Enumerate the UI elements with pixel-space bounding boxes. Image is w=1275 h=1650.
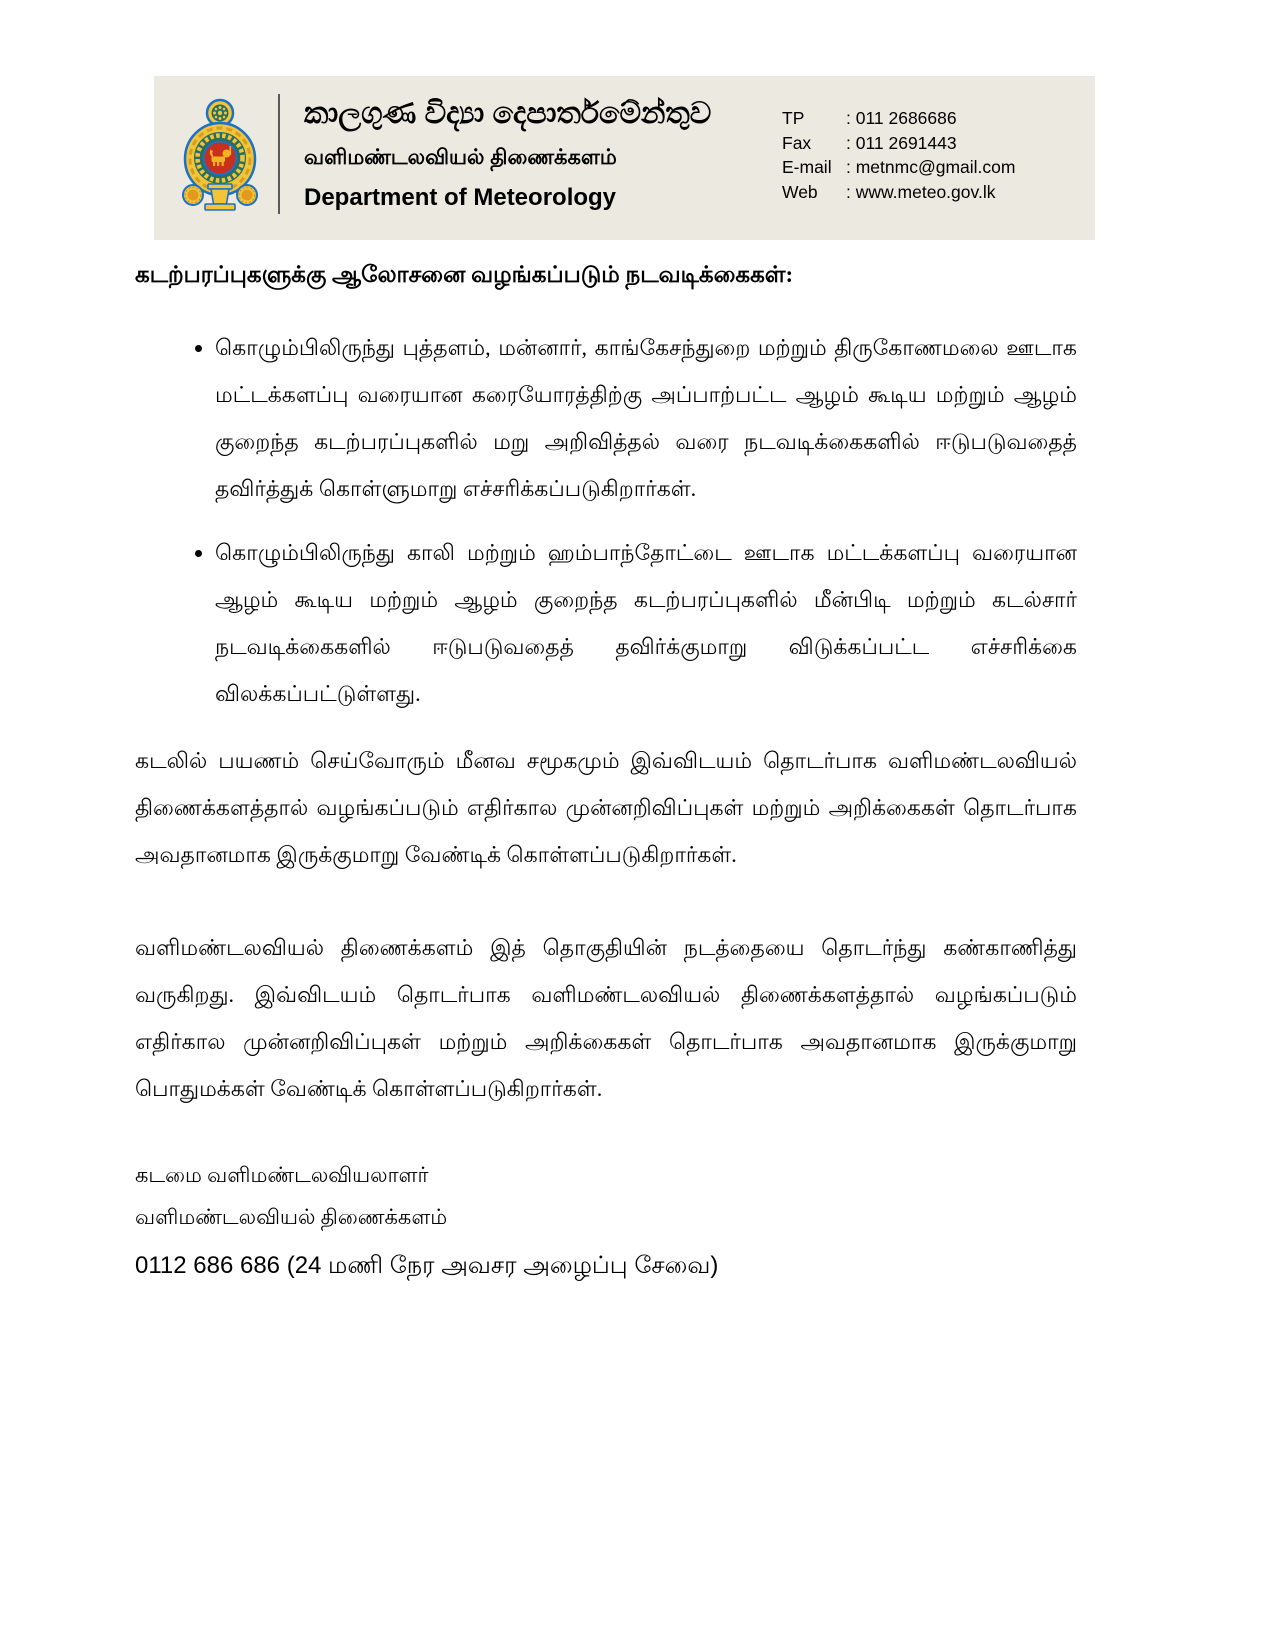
advisory-body <box>135 258 1077 1286</box>
org-title-tamil: வளிமண்டலவியல் திணைக்களம் <box>304 146 617 169</box>
sri-lanka-emblem-logo <box>178 98 262 216</box>
org-title-sinhala: කාලගුණ විද්‍යා දෙපාර්තමේන්තුව <box>304 97 712 130</box>
contact-row-web <box>782 180 1082 205</box>
signature-department: வளிமண்டலவியல் திணைக்களம் <box>135 1205 448 1229</box>
contact-label: Web <box>782 181 818 202</box>
contact-label: TP <box>782 108 805 128</box>
contact-block <box>782 106 1082 204</box>
contact-value-fax: : 011 2691443 <box>846 132 957 153</box>
vase-glyph <box>205 184 235 210</box>
contact-row-tp <box>782 106 1082 131</box>
signature-role: கடமை வளிமண்டலவியலாளர் <box>135 1163 429 1187</box>
list-item-deep-shallow-warning: • கொழும்பிலிருந்து புத்தளம், மன்னார், காங்கேசந்துறை மற்றும் திருகோணமலை ஊடாக மட்டக்களப்பு வரையான கரையோரத்திற்கு அப்பாற்பட்ட ஆழம் கூடிய மற்றும் ஆழம் குறைந்த கடற்பரப்புகளில் மறு அறிவித்தல் வரை நடவடிக்கைகளில் ஈடுபடுவதைத் தவிர்த்துக் கொள்ளுமாறு எச்சரிக்கப்படுகிறார்கள். <box>215 324 1077 512</box>
contact-value-web: : www.meteo.gov.lk <box>846 181 996 202</box>
contact-value-phone: : 011 2686686 <box>846 108 957 128</box>
contact-row-email <box>782 155 1082 180</box>
letterhead-divider <box>278 94 280 214</box>
contact-value-email: : metnmc@gmail.com <box>846 157 1016 177</box>
org-titles <box>304 94 754 214</box>
paragraph-public-advice: வளிமண்டலவியல் திணைக்களம் இத் தொகுதியின் நடத்தையை தொடர்ந்து கண்காணித்து வருகிறது. இவ்விடயம் தொடர்பாக வளிமண்டலவியல் திணைக்களத்தால் வழங்கப்படும் எதிர்கால முன்னறிவிப்புகள் மற்றும் அறிக்கைகள் தொடர்பாக அவதானமாக இருக்குமாறு பொதுமக்கள் வேண்டிக் கொள்ளப்படுகிறார்கள். <box>135 935 1077 1101</box>
list-item-warning-lifted: • கொழும்பிலிருந்து காலி மற்றும் ஹம்பாந்தோட்டை ஊடாக மட்டக்களப்பு வரையான ஆழம் கூடிய மற்றும் ஆழம் குறைந்த கடற்பரப்புகளில் மீன்பிடி மற்றும் கடல்சார் நடவடிக்கைகளில் ஈடுபடுவதைத் தவிர்க்குமாறு விடுக்கப்பட்ட எச்சரிக்கை விலக்கப்பட்டுள்ளது. <box>215 529 1077 717</box>
signature-block <box>135 1154 1077 1286</box>
contact-label: E-mail <box>782 157 832 177</box>
advisory-list <box>135 324 1077 717</box>
org-title-english: Department of Meteorology <box>304 184 617 211</box>
contact-row-fax <box>782 131 1082 156</box>
paragraph-mariners-advice: கடலில் பயணம் செய்வோரும் மீனவ சமூகமும் இவ்விடயம் தொடர்பாக வளிமண்டலவியல் திணைக்களத்தால் வழங்கப்படும் எதிர்கால முன்னறிவிப்புகள் மற்றும் அறிக்கைகள் தொடர்பாக அவதானமாக இருக்குமாறு வேண்டிக் கொள்ளப்படுகிறார்கள். <box>135 748 1077 867</box>
page-title: கடற்பரப்புகளுக்கு ஆலோசனை வழங்கப்படும் நடவடிக்கைகள்: <box>135 262 794 287</box>
contact-label: Fax <box>782 132 812 153</box>
emergency-phone: 0112 686 686 (24 மணி நேர அவசர அழைப்பு சேவை) <box>135 1252 719 1279</box>
letterhead <box>154 76 1095 240</box>
